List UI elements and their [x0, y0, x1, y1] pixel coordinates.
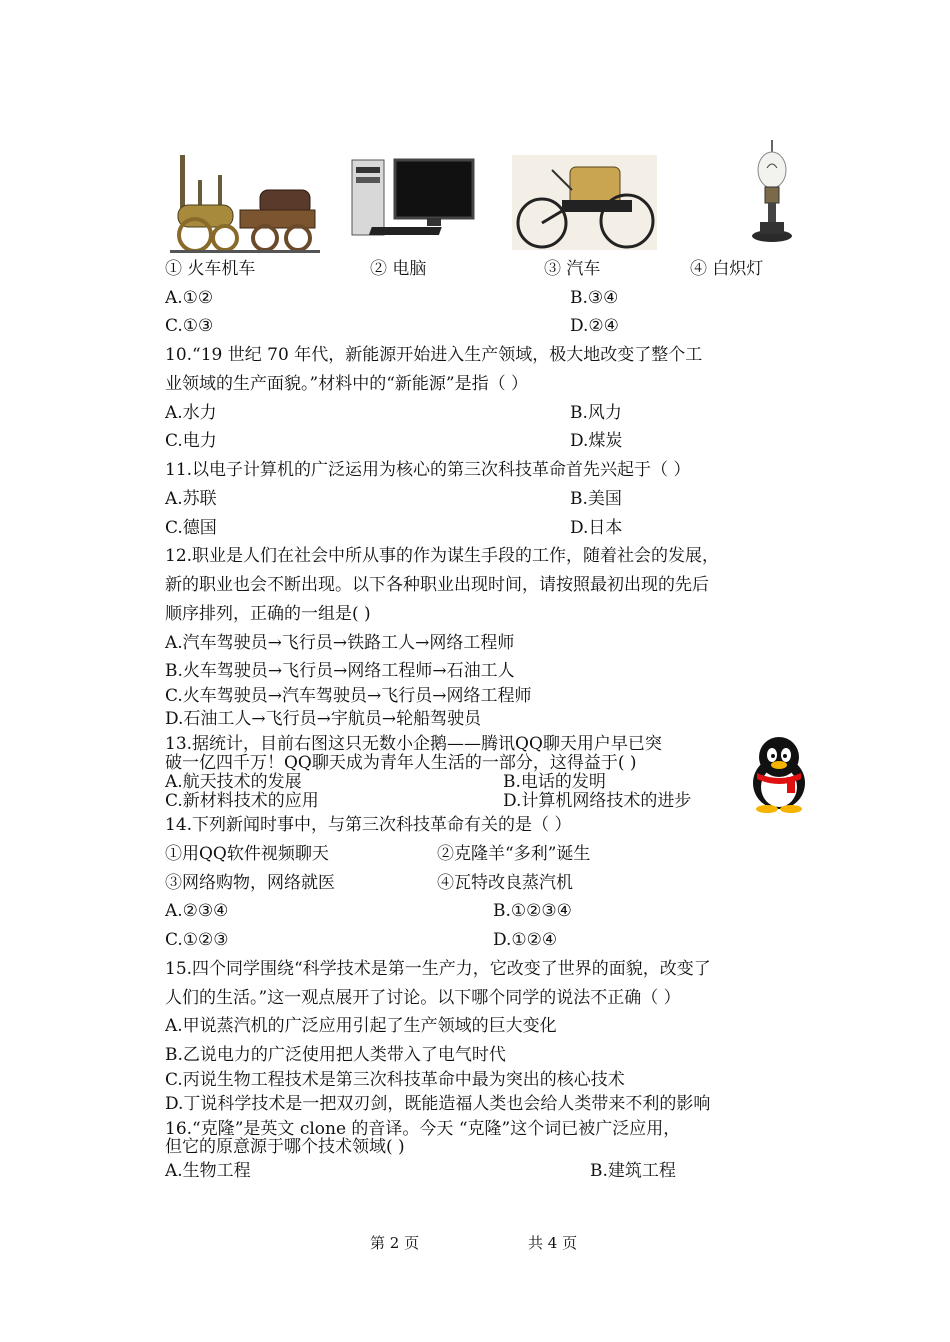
- question-text: 破一亿四千万！QQ聊天成为青年人生活的一部分，这得益于( ): [165, 753, 637, 773]
- list-item: ③网络购物，网络就医: [165, 873, 335, 893]
- option-a: A.甲说蒸汽机的广泛应用引起了生产领域的巨大变化: [165, 1016, 557, 1036]
- question-text: 业领域的生产面貌。”材料中的“新能源”是指（ ）: [165, 374, 528, 394]
- option-b: B.电话的发明: [503, 772, 606, 792]
- qq-penguin-image: [743, 733, 815, 813]
- option-d: D.计算机网络技术的进步: [503, 791, 692, 811]
- option-c: C.新材料技术的应用: [165, 791, 319, 811]
- list-item: ②克隆羊“多利”诞生: [437, 844, 591, 864]
- caption-locomotive: ① 火车机车: [165, 259, 256, 279]
- question-text: 11.以电子计算机的广泛运用为核心的第三次科技革命首先兴起于（ ）: [165, 460, 691, 480]
- option-a: A.苏联: [165, 489, 217, 509]
- option-b: B.美国: [570, 489, 622, 509]
- option-c: C.①③: [165, 316, 214, 336]
- option-b: B.①②③④: [493, 901, 572, 921]
- option-a: A.汽车驾驶员→飞行员→铁路工人→网络工程师: [165, 633, 515, 653]
- list-item: ①用QQ软件视频聊天: [165, 844, 329, 864]
- option-b: B.乙说电力的广泛使用把人类带入了电气时代: [165, 1045, 506, 1065]
- question-text: 顺序排列，正确的一组是( ): [165, 604, 371, 624]
- page-total: 共 4 页: [528, 1234, 578, 1252]
- option-d: D.煤炭: [570, 431, 623, 451]
- option-a: A.①②: [165, 288, 214, 308]
- caption-computer: ② 电脑: [370, 259, 427, 279]
- option-d: D.石油工人→飞行员→宇航员→轮船驾驶员: [165, 709, 482, 729]
- question-text: 人们的生活。”这一观点展开了讨论。以下哪个同学的说法不正确（ ）: [165, 988, 681, 1008]
- option-b: B.③④: [570, 288, 619, 308]
- option-d: D.丁说科学技术是一把双刃剑，既能造福人类也会给人类带来不利的影响: [165, 1094, 711, 1114]
- option-c: C.①②③: [165, 930, 229, 950]
- question-text: 13.据统计，目前右图这只无数小企鹅——腾讯QQ聊天用户早已突: [165, 734, 662, 754]
- option-d: D.②④: [570, 316, 619, 336]
- question-text: 15.四个同学围绕“科学技术是第一生产力，它改变了世界的面貌，改变了: [165, 959, 711, 979]
- car-image: [512, 155, 657, 250]
- caption-light-bulb: ④ 白炽灯: [690, 259, 764, 279]
- question-text: 新的职业也会不断出现。以下各种职业出现时间，请按照最初出现的先后: [165, 575, 709, 595]
- option-a: A.航天技术的发展: [165, 772, 302, 792]
- list-item: ④瓦特改良蒸汽机: [437, 873, 573, 893]
- question-text: 但它的原意源于哪个技术领域( ): [165, 1137, 405, 1157]
- option-a: A.水力: [165, 403, 217, 423]
- question-text: 16.“克隆”是英文 clone 的音译。今天 “克隆”这个词已被广泛应用，: [165, 1119, 681, 1139]
- option-a: A.生物工程: [165, 1161, 251, 1181]
- option-c: C.火车驾驶员→汽车驾驶员→飞行员→网络工程师: [165, 686, 532, 706]
- question-text: 10.“19 世纪 70 年代，新能源开始进入生产领域，极大地改变了整个工: [165, 345, 703, 365]
- light-bulb-image: [748, 138, 796, 246]
- option-d: D.日本: [570, 518, 623, 538]
- question-text: 12.职业是人们在社会中所从事的作为谋生手段的工作，随着社会的发展，: [165, 546, 720, 566]
- caption-car: ③ 汽车: [544, 259, 601, 279]
- locomotive-image: [170, 150, 320, 255]
- option-c: C.电力: [165, 431, 217, 451]
- option-d: D.①②④: [493, 930, 558, 950]
- option-a: A.②③④: [165, 901, 229, 921]
- option-b: B.火车驾驶员→飞行员→网络工程师→石油工人: [165, 661, 515, 681]
- option-c: C.丙说生物工程技术是第三次科技革命中最为突出的核心技术: [165, 1070, 625, 1090]
- page-number: 第 2 页: [370, 1234, 420, 1252]
- option-b: B.风力: [570, 403, 622, 423]
- option-c: C.德国: [165, 518, 217, 538]
- computer-image: [350, 155, 480, 240]
- question-text: 14.下列新闻时事中，与第三次科技革命有关的是（ ）: [165, 815, 572, 835]
- option-b: B.建筑工程: [590, 1161, 676, 1181]
